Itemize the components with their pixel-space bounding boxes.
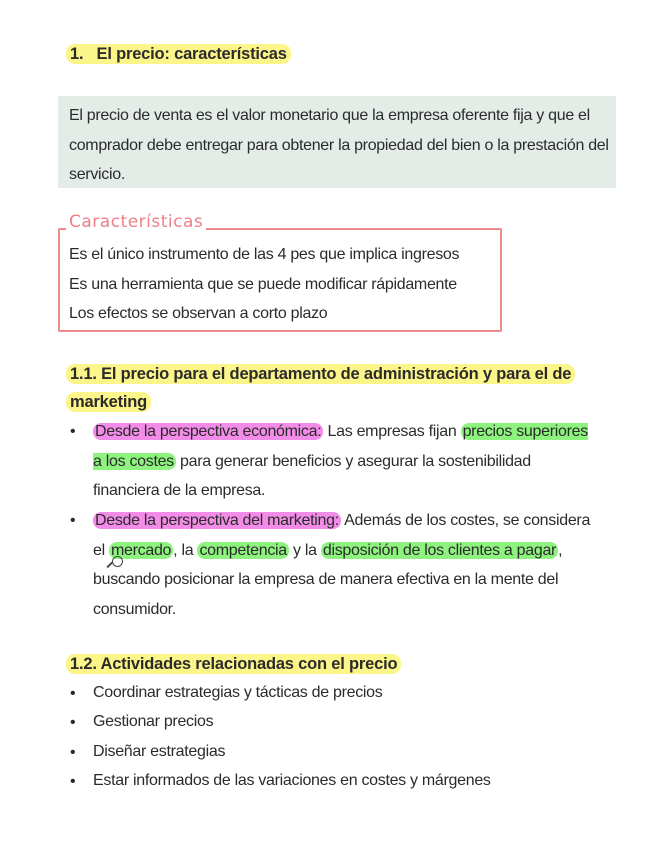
definition-box <box>58 96 616 188</box>
bullet-text: , la <box>173 541 198 559</box>
characteristic-item: Es una herramienta que se puede modificar rápidamente <box>69 276 457 293</box>
bullet-dot: • <box>70 512 76 529</box>
highlight-willingness-to-pay: disposición de los clientes a pagar <box>322 541 557 559</box>
activity-item: Estar informados de las variaciones en costes y márgenes <box>93 772 491 789</box>
section-1-heading <box>66 40 291 68</box>
section-1-1-heading <box>66 360 586 416</box>
characteristic-item: Los efectos se observan a corto plazo <box>69 305 328 322</box>
definition-text: El precio de venta es el valor monetario que la empresa oferente fija y que el comprador debe entregar para obtener la propiedad del bien o la prestación del servicio. <box>69 107 609 183</box>
activity-item: Gestionar precios <box>93 713 214 730</box>
bullet-economic <box>93 417 593 506</box>
marketing-perspective-label: Desde la perspectiva del marketing: <box>95 512 339 529</box>
bullet-dot: • <box>70 685 76 702</box>
bullet-dot: • <box>70 773 76 790</box>
highlight-prices-above-costs: precios superiores a los costes <box>93 423 588 470</box>
highlight-competition: competencia <box>199 541 287 559</box>
bullet-dot: • <box>70 714 76 731</box>
pointer-icon <box>112 556 123 567</box>
activity-item: Coordinar estrategias y tácticas de precios <box>93 684 383 701</box>
section-1-1-title: 1.1. El precio para el departamento de administración y para el de marketing <box>66 364 575 412</box>
bullet-text: Además de los costes, se considera el <box>93 512 591 559</box>
bullet-dot: • <box>70 423 76 440</box>
bullet-text: para generar beneficios y asegurar la sostenibilidad financiera de la empresa. <box>93 452 531 499</box>
section-1-title: El precio: características <box>96 45 287 63</box>
bullet-text: y la <box>288 541 321 559</box>
section-1-2-title: 1.2. Actividades relacionadas con el precio <box>66 654 401 674</box>
bullet-dot: • <box>70 744 76 761</box>
characteristic-item: Es el único instrumento de las 4 pes que implica ingresos <box>69 246 460 263</box>
highlight-market: mercado <box>111 541 172 559</box>
bullet-text: , buscando posicionar la empresa de manera efectiva en la mente del consumidor. <box>93 541 563 618</box>
bullet-marketing <box>93 506 593 624</box>
activity-item: Diseñar estrategias <box>93 743 226 760</box>
economic-perspective-label: Desde la perspectiva económica: <box>95 423 322 440</box>
section-1-2-heading <box>66 650 401 678</box>
characteristics-label: Características <box>66 212 206 232</box>
bullet-text: Las empresas fijan <box>323 423 461 440</box>
section-1-number: 1. <box>70 45 84 63</box>
